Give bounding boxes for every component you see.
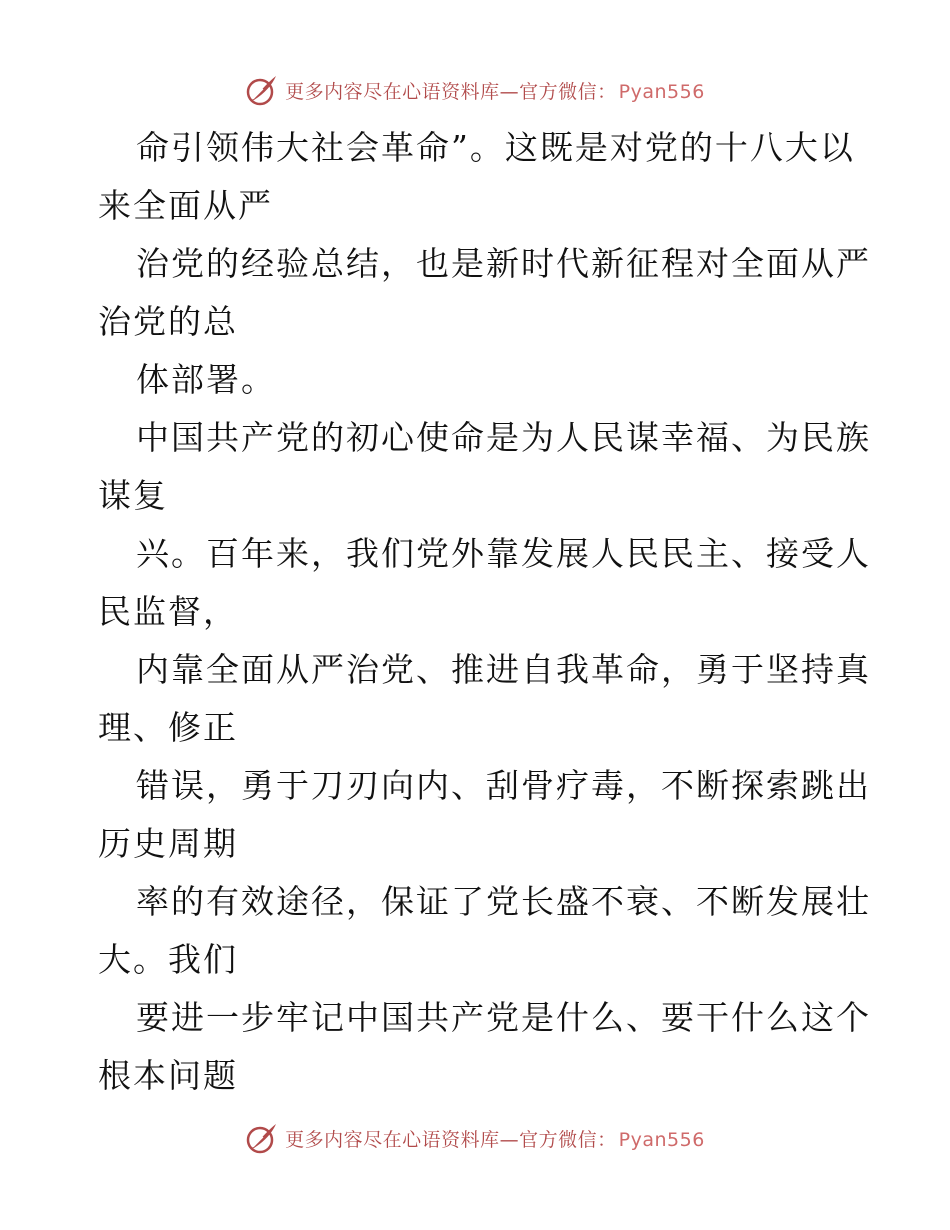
watermark-handle: Pyan556 xyxy=(618,80,705,103)
header-watermark xyxy=(0,70,950,110)
text-line: 根本问题 xyxy=(98,1056,238,1095)
text-line: 中国共产党的初心使命是为人民谋幸福、为民族 xyxy=(136,418,871,457)
text-line: 体部署。 xyxy=(136,360,276,399)
text-line: 兴。百年来，我们党外靠发展人民民主、接受人 xyxy=(136,534,871,573)
text-line: 民监督， xyxy=(98,592,238,631)
text-line: 治党的经验总结，也是新时代新征程对全面从严 xyxy=(136,244,871,283)
text-line: 来全面从严 xyxy=(98,186,273,225)
watermark-text: 更多内容尽在心语资料库—官方微信： Pyan556 xyxy=(285,1128,705,1151)
text-line: 命引领伟大社会革命”。这既是对党的十八大以 xyxy=(136,128,855,167)
text-line: 治党的总 xyxy=(98,302,238,341)
text-line: 率的有效途径，保证了党长盛不衰、不断发展壮 xyxy=(136,882,871,921)
quill-logo-icon xyxy=(245,1121,279,1155)
text-line: 错误，勇于刀刃向内、刮骨疗毒，不断探索跳出 xyxy=(136,766,871,805)
text-line: 谋复 xyxy=(98,476,168,515)
watermark-handle: Pyan556 xyxy=(618,1128,705,1151)
watermark-text: 更多内容尽在心语资料库—官方微信： Pyan556 xyxy=(285,80,705,103)
text-line: 大。我们 xyxy=(98,940,238,979)
text-line: 要进一步牢记中国共产党是什么、要干什么这个 xyxy=(136,998,871,1037)
text-line: 历史周期 xyxy=(98,824,238,863)
quill-logo-icon xyxy=(245,73,279,107)
text-line: 内靠全面从严治党、推进自我革命，勇于坚持真 xyxy=(136,650,871,689)
text-line: 理、修正 xyxy=(98,708,238,747)
footer-watermark xyxy=(0,1118,950,1158)
